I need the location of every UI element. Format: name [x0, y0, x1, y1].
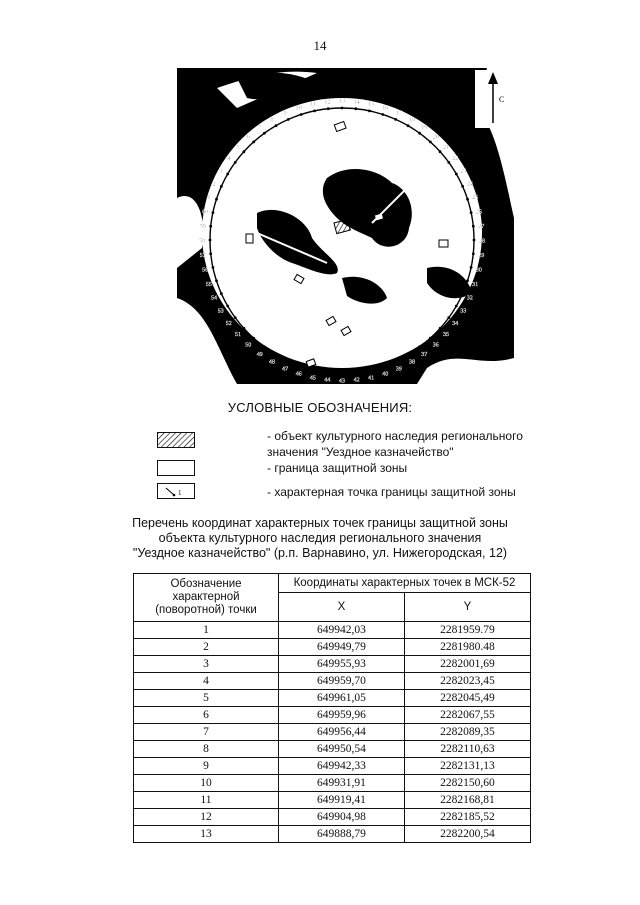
table-row [134, 639, 531, 656]
characteristic-point-label: 8 [270, 117, 274, 124]
table-row [134, 741, 531, 758]
table-row [134, 707, 531, 724]
characteristic-point [470, 211, 473, 214]
characteristic-point [220, 185, 223, 188]
legend-text-characteristic-point: - характерная точка границы защитной зоны [267, 485, 516, 499]
y-coordinate-cell: 2282200,54 [404, 826, 530, 843]
characteristic-point [209, 239, 212, 242]
characteristic-point-label: 27 [478, 223, 485, 230]
characteristic-point-label: 3 [219, 168, 223, 175]
point-number-cell: 5 [134, 690, 279, 707]
characteristic-point [455, 173, 458, 176]
characteristic-point-label: 10 [295, 105, 302, 112]
characteristic-point-label: 9 [283, 110, 287, 117]
table-row [134, 690, 531, 707]
svg-text:1: 1 [178, 489, 182, 497]
characteristic-point-label: 56 [202, 267, 209, 274]
characteristic-point [300, 364, 303, 367]
point-number-cell: 8 [134, 741, 279, 758]
characteristic-point-label: 32 [466, 295, 473, 302]
characteristic-point-label: 31 [472, 281, 479, 288]
x-coordinate-cell: 649942,33 [279, 758, 405, 775]
point-number-cell: 13 [134, 826, 279, 843]
point-number-cell: 3 [134, 656, 279, 673]
y-coordinate-cell: 2282110,63 [404, 741, 530, 758]
characteristic-point-label: 25 [472, 195, 479, 202]
table-row [134, 758, 531, 775]
table-row [134, 792, 531, 809]
legend-title: УСЛОВНЫЕ ОБОЗНАЧЕНИЯ: [227, 400, 413, 415]
y-coordinate-cell: 2281980.48 [404, 639, 530, 656]
x-coordinate-cell: 649919,41 [279, 792, 405, 809]
column-header-y: Y [404, 593, 530, 622]
characteristic-point [234, 316, 237, 319]
characteristic-point [243, 150, 246, 153]
characteristic-point [407, 124, 410, 127]
characteristic-point [354, 370, 357, 373]
characteristic-point-label: 12 [324, 99, 331, 106]
x-coordinate-cell: 649955,93 [279, 656, 405, 673]
characteristic-point-label: 24 [466, 181, 473, 188]
characteristic-point [447, 161, 450, 164]
point-number-cell: 9 [134, 758, 279, 775]
y-coordinate-cell: 2282185,52 [404, 809, 530, 826]
characteristic-point-label: 55 [205, 281, 212, 288]
characteristic-point-label: 40 [382, 371, 389, 378]
x-coordinate-cell: 649956,44 [279, 724, 405, 741]
characteristic-point [243, 327, 246, 330]
characteristic-point [429, 337, 432, 340]
x-coordinate-cell: 649904,98 [279, 809, 405, 826]
characteristic-point-label: 21 [443, 144, 449, 151]
characteristic-point-label: 7 [258, 125, 262, 132]
table-row [134, 673, 531, 690]
characteristic-point [252, 337, 255, 340]
table-row [134, 775, 531, 792]
characteristic-point-label: 6 [246, 134, 250, 141]
characteristic-point [226, 305, 229, 308]
characteristic-point [234, 161, 237, 164]
zone-boundary-swatch-icon [157, 460, 195, 476]
characteristic-point [447, 316, 450, 319]
characteristic-point [472, 252, 475, 255]
characteristic-point-label: 15 [368, 101, 375, 108]
characteristic-point [418, 345, 421, 348]
point-number-cell: 6 [134, 707, 279, 724]
characteristic-point [341, 107, 344, 110]
characteristic-point-label: 49 [256, 351, 263, 358]
characteristic-point-label: 11 [310, 101, 316, 108]
y-coordinate-cell: 2282001,69 [404, 656, 530, 673]
characteristic-point [439, 327, 442, 330]
table-row [134, 622, 531, 639]
characteristic-point-label: 43 [339, 378, 345, 384]
characteristic-point-label: 37 [421, 351, 428, 358]
characteristic-point [407, 353, 410, 356]
y-coordinate-cell: 2281959.79 [404, 622, 530, 639]
point-number-cell: 4 [134, 673, 279, 690]
x-coordinate-cell: 649959,96 [279, 707, 405, 724]
characteristic-point-label: 28 [479, 238, 485, 245]
y-coordinate-cell: 2282131,13 [404, 758, 530, 775]
coordinates-list-title: Перечень координат характерных точек границы защитной зоны объекта культурного наследия регионального значения "Уездное казначейство" (р.п. Варнавино, ул. Нижегородская, 12) [132, 516, 508, 560]
characteristic-point-label: 18 [409, 117, 415, 124]
point-number-cell: 12 [134, 809, 279, 826]
characteristic-point [461, 185, 464, 188]
characteristic-point [263, 132, 266, 135]
characteristic-point [263, 345, 266, 348]
characteristic-point-label: 39 [395, 366, 402, 373]
north-arrow-icon [475, 70, 511, 128]
characteristic-point-label: 53 [217, 308, 224, 315]
y-coordinate-cell: 2282045,49 [404, 690, 530, 707]
characteristic-point [220, 292, 223, 295]
characteristic-point [466, 198, 469, 201]
characteristic-point-label: 46 [295, 371, 302, 378]
characteristic-point-label: 16 [382, 105, 389, 112]
characteristic-point [226, 173, 229, 176]
characteristic-point [287, 359, 290, 362]
characteristic-point [212, 266, 215, 269]
characteristic-point-label: 48 [269, 359, 275, 366]
table-row [134, 826, 531, 843]
characteristic-point [212, 211, 215, 214]
protection-zone-map [177, 68, 514, 384]
y-coordinate-cell: 2282067,55 [404, 707, 530, 724]
legend-text-heritage-object: - объект культурного наследия регионального значения "Уездное казначейство" [267, 429, 523, 459]
characteristic-point [327, 370, 330, 373]
characteristic-point [381, 113, 384, 116]
characteristic-point [209, 252, 212, 255]
characteristic-point-label: 34 [452, 320, 459, 327]
characteristic-point [313, 110, 316, 113]
characteristic-point-label: 22 [452, 156, 459, 163]
coordinates-table [133, 573, 531, 843]
characteristic-point-label: 60 [202, 209, 209, 216]
characteristic-point-label: 2 [212, 181, 216, 188]
characteristic-point [381, 364, 384, 367]
characteristic-point [439, 150, 442, 153]
column-header-coordinates: Координаты характерных точек в МСК-52 [279, 574, 531, 593]
characteristic-point-label: 50 [245, 342, 252, 349]
point-number-cell: 2 [134, 639, 279, 656]
characteristic-point-label: 54 [211, 295, 218, 302]
characteristic-point [300, 113, 303, 116]
x-coordinate-cell: 649961,05 [279, 690, 405, 707]
north-arrow-label: С [499, 95, 505, 104]
x-coordinate-cell: 649931,91 [279, 775, 405, 792]
characteristic-point [313, 368, 316, 371]
characteristic-point-label: 30 [475, 267, 482, 274]
characteristic-point [327, 107, 330, 110]
characteristic-point-label: 42 [353, 377, 360, 384]
characteristic-point-label: 59 [199, 223, 206, 230]
characteristic-point [394, 359, 397, 362]
characteristic-point [472, 225, 475, 228]
point-number-cell: 1 [134, 622, 279, 639]
characteristic-point-label: 41 [368, 375, 375, 382]
point-number-cell: 7 [134, 724, 279, 741]
characteristic-point-icon [157, 483, 195, 499]
hatched-area-icon [157, 432, 195, 448]
x-coordinate-cell: 649949,79 [279, 639, 405, 656]
x-coordinate-cell: 649959,70 [279, 673, 405, 690]
characteristic-point [429, 141, 432, 144]
characteristic-point [418, 132, 421, 135]
page-number: 14 [313, 38, 327, 53]
characteristic-point-label: 20 [432, 134, 439, 141]
characteristic-point [473, 239, 476, 242]
characteristic-point [215, 198, 218, 201]
characteristic-point [470, 266, 473, 269]
characteristic-point-label: 45 [309, 375, 316, 382]
legend-text-zone-boundary: - граница защитной зоны [267, 461, 408, 475]
characteristic-point [455, 305, 458, 308]
characteristic-point-label: 26 [475, 209, 482, 216]
characteristic-point-label: 17 [395, 110, 402, 117]
characteristic-point [287, 118, 290, 121]
x-coordinate-cell: 649888,79 [279, 826, 405, 843]
characteristic-point [275, 124, 278, 127]
characteristic-point-label: 52 [225, 320, 232, 327]
characteristic-point-label: 36 [432, 342, 439, 349]
characteristic-point [215, 279, 218, 282]
characteristic-point-label: 14 [353, 99, 360, 106]
characteristic-point [354, 107, 357, 110]
x-coordinate-cell: 649950,54 [279, 741, 405, 758]
characteristic-point [209, 225, 212, 228]
characteristic-point [275, 353, 278, 356]
y-coordinate-cell: 2282168,81 [404, 792, 530, 809]
y-coordinate-cell: 2282150,60 [404, 775, 530, 792]
y-coordinate-cell: 2282023,45 [404, 673, 530, 690]
characteristic-point [394, 118, 397, 121]
x-coordinate-cell: 649942,03 [279, 622, 405, 639]
characteristic-point [252, 141, 255, 144]
characteristic-point-label: 19 [421, 125, 428, 132]
characteristic-point-label: 33 [460, 308, 467, 315]
column-header-point: Обозначение характерной (поворотной) точки [134, 574, 279, 622]
point-number-cell: 11 [134, 792, 279, 809]
point-number-cell: 10 [134, 775, 279, 792]
characteristic-point-label: 44 [324, 377, 331, 384]
characteristic-point-label: 5 [236, 144, 240, 151]
characteristic-point-label: 4 [227, 156, 231, 163]
characteristic-point-label: 13 [339, 98, 345, 105]
table-row [134, 724, 531, 741]
characteristic-point-label: 29 [478, 253, 485, 260]
characteristic-point-label: 1 [207, 195, 211, 202]
characteristic-point-label: 47 [282, 366, 289, 373]
characteristic-point [466, 279, 469, 282]
characteristic-point-label: 38 [409, 359, 415, 366]
characteristic-point-label: 35 [443, 332, 449, 339]
characteristic-point [461, 292, 464, 295]
characteristic-point [341, 371, 344, 374]
table-row [134, 809, 531, 826]
table-row [134, 656, 531, 673]
characteristic-point-label: 58 [199, 238, 205, 245]
characteristic-point [368, 110, 371, 113]
y-coordinate-cell: 2282089,35 [404, 724, 530, 741]
characteristic-point-label: 57 [199, 253, 206, 260]
column-header-x: X [279, 593, 405, 622]
characteristic-point [368, 368, 371, 371]
characteristic-point-label: 23 [460, 168, 467, 175]
characteristic-point-label: 51 [235, 332, 241, 339]
